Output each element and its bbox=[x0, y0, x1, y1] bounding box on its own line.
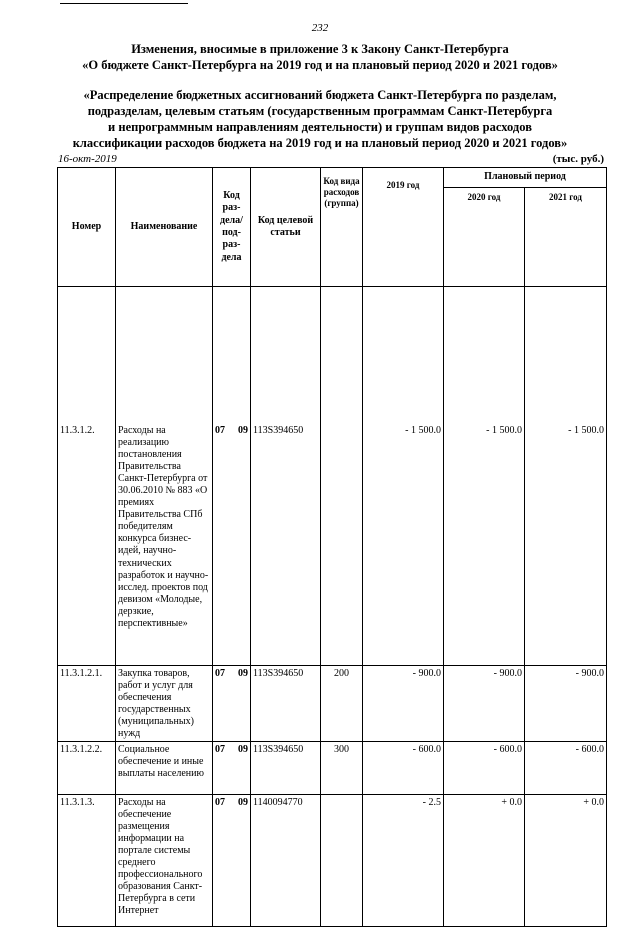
document-date: 16-окт-2019 bbox=[58, 153, 117, 165]
header-section-code: Код раз-дела/ под-раз-дела bbox=[213, 168, 251, 287]
row-expense-type bbox=[321, 794, 363, 926]
table-row-spacer bbox=[251, 287, 321, 423]
row-section-code: 07 09 bbox=[213, 666, 251, 742]
subtitle-line-4: классификации расходов бюджета на 2019 год и на плановый период 2020 и 2021 годов» bbox=[72, 136, 568, 150]
table-row-spacer bbox=[321, 287, 363, 423]
row-section-code: 07 09 bbox=[213, 741, 251, 794]
title-line-1: Изменения, вносимые в приложение 3 к Закону Санкт-Петербурга bbox=[131, 42, 509, 56]
row-name: Социальное обеспечение и иные выплаты населению bbox=[116, 741, 213, 794]
table-row-spacer bbox=[58, 287, 116, 423]
row-expense-type bbox=[321, 423, 363, 666]
row-number: 11.3.1.3. bbox=[58, 794, 116, 926]
top-rule bbox=[60, 3, 188, 4]
table-row-spacer bbox=[363, 287, 444, 423]
row-number: 11.3.1.2.1. bbox=[58, 666, 116, 742]
row-section-code: 07 09 bbox=[213, 423, 251, 666]
row-value-2020: + 0.0 bbox=[444, 794, 525, 926]
header-year-2019: 2019 год bbox=[363, 168, 444, 287]
row-target-code: 113S394650 bbox=[251, 666, 321, 742]
row-expense-type: 300 bbox=[321, 741, 363, 794]
row-value-2019: - 1 500.0 bbox=[363, 423, 444, 666]
row-value-2021: + 0.0 bbox=[525, 794, 607, 926]
table-row-spacer bbox=[213, 287, 251, 423]
header-expense-type-code: Код вида расходов (группа) bbox=[321, 168, 363, 287]
units-label: (тыс. руб.) bbox=[552, 153, 604, 165]
row-section-code: 07 09 bbox=[213, 794, 251, 926]
row-value-2019: - 2.5 bbox=[363, 794, 444, 926]
subtitle-line-3: и непрограммным направлениям деятельности) и группам видов расходов bbox=[108, 120, 532, 134]
header-target-code: Код целевой статьи bbox=[251, 168, 321, 287]
row-number: 11.3.1.2.2. bbox=[58, 741, 116, 794]
row-number: 11.3.1.2. bbox=[58, 423, 116, 666]
table-row bbox=[58, 794, 607, 926]
header-name: Наименование bbox=[116, 168, 213, 287]
row-value-2020: - 900.0 bbox=[444, 666, 525, 742]
row-target-code: 113S394650 bbox=[251, 741, 321, 794]
header-number: Номер bbox=[58, 168, 116, 287]
table-row bbox=[58, 666, 607, 742]
row-value-2020: - 1 500.0 bbox=[444, 423, 525, 666]
row-name: Расходы на реализацию постановления Правительства Санкт-Петербурга от 30.06.2010 № 883 «О премиях Правительства СПб победителям конкурса бизнес-идей, научно-технических разработок и научно-исслед. проектов под девизом «Молодые, дерзкие, перспективные» bbox=[116, 423, 213, 666]
header-planned-period: Плановый период bbox=[444, 168, 607, 188]
subtitle-line-2: подразделам, целевым статьям (государственным программам Санкт-Петербурга bbox=[87, 104, 553, 118]
page-number: 232 bbox=[311, 22, 329, 34]
table-row bbox=[58, 741, 607, 794]
document-subtitle bbox=[40, 87, 600, 151]
row-name: Закупка товаров, работ и услуг для обеспечения государственных (муниципальных) нужд bbox=[116, 666, 213, 742]
row-value-2021: - 1 500.0 bbox=[525, 423, 607, 666]
table-row-spacer bbox=[444, 287, 525, 423]
row-value-2021: - 600.0 bbox=[525, 741, 607, 794]
row-target-code: 113S394650 bbox=[251, 423, 321, 666]
row-value-2020: - 600.0 bbox=[444, 741, 525, 794]
row-value-2021: - 900.0 bbox=[525, 666, 607, 742]
header-year-2021: 2021 год bbox=[525, 188, 607, 287]
row-expense-type: 200 bbox=[321, 666, 363, 742]
subtitle-line-1: «Распределение бюджетных ассигнований бюджета Санкт-Петербурга по разделам, bbox=[83, 88, 557, 102]
table-row-spacer bbox=[116, 287, 213, 423]
row-value-2019: - 900.0 bbox=[363, 666, 444, 742]
table-row-spacer bbox=[525, 287, 607, 423]
document-title bbox=[40, 41, 600, 73]
title-line-2: «О бюджете Санкт-Петербурга на 2019 год и на плановый период 2020 и 2021 годов» bbox=[82, 58, 558, 72]
budget-table bbox=[57, 167, 607, 927]
header-year-2020: 2020 год bbox=[444, 188, 525, 287]
row-value-2019: - 600.0 bbox=[363, 741, 444, 794]
row-target-code: 1140094770 bbox=[251, 794, 321, 926]
table-row bbox=[58, 423, 607, 666]
row-name: Расходы на обеспечение размещения информации на портале системы среднего профессионального образования Санкт-Петербурга в сети Интернет bbox=[116, 794, 213, 926]
